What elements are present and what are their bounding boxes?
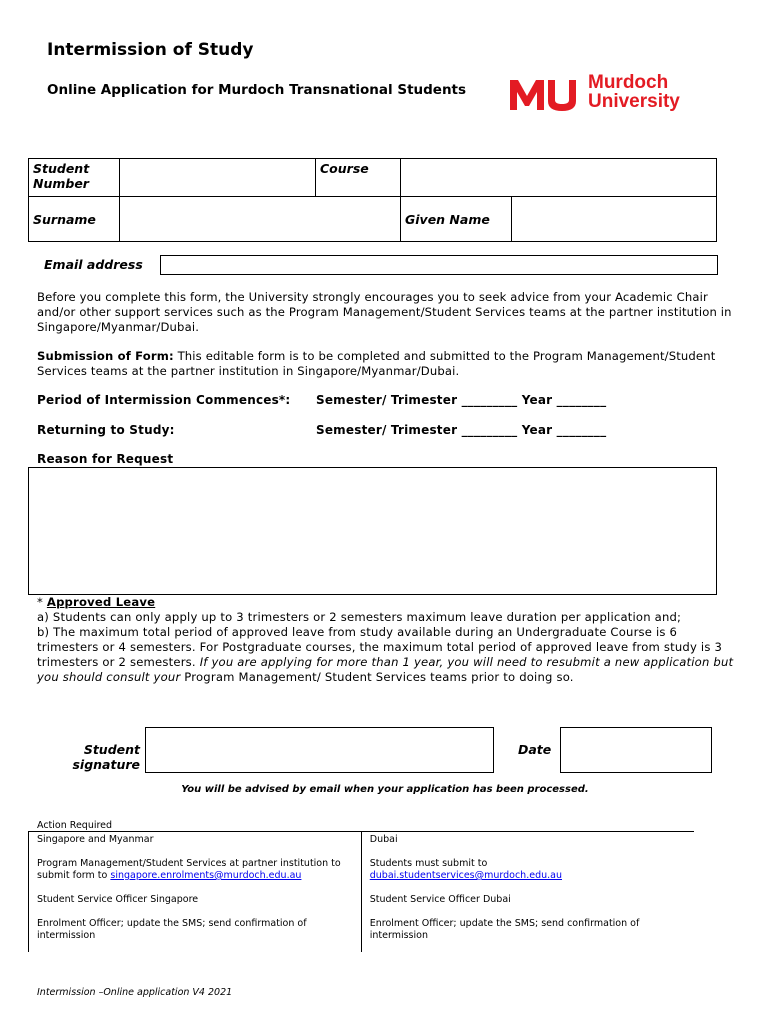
signature-label-line1: Student [83,742,140,757]
logo-line-murdoch: Murdoch [588,72,669,93]
approved-leave-notes [37,595,742,685]
student-number-field[interactable] [120,159,316,197]
action-table [28,831,694,952]
submit-singapore-text: Program Management/Student Services at partner institution to submit form to [37,858,341,881]
commences-fields[interactable]: Semester/ Trimester _________ Year ________ [316,393,607,407]
returning-label: Returning to Study: [37,423,175,437]
student-signature-label [58,742,140,772]
dubai-email-link[interactable]: dubai.studentservices@murdoch.edu.au [369,870,562,881]
approved-leave-point-a: a) Students can only apply up to 3 trimesters or 2 semesters maximum leave duration per application and; [37,610,682,624]
enrolment-dubai: Enrolment Officer; update the SMS; send confirmation of intermission [369,918,640,941]
region-dubai: Dubai [361,832,694,857]
mu-logo-icon [508,74,584,114]
submission-paragraph [37,349,737,379]
table-row [29,892,695,916]
page-subtitle: Online Application for Murdoch Transnational Students [47,82,467,98]
returning-fields[interactable]: Semester/ Trimester _________ Year ________ [316,423,607,437]
table-row [29,832,695,857]
enrolment-singapore: Enrolment Officer; update the SMS; send confirmation of intermission [29,916,362,952]
email-label: Email address [44,257,143,272]
region-singapore-myanmar: Singapore and Myanmar [29,832,362,857]
officer-singapore: Student Service Officer Singapore [29,892,362,916]
reason-label: Reason for Request [37,452,174,466]
singapore-email-link[interactable]: singapore.enrolments@murdoch.edu.au [110,870,302,881]
student-signature-field[interactable] [145,727,494,773]
logo-line-university: University [588,91,680,112]
commences-label: Period of Intermission Commences*: [37,393,291,407]
student-info-table [28,158,717,242]
action-required-title: Action Required [37,820,113,831]
email-input[interactable] [160,255,718,275]
point-b-end: Program Management/ Student Services teams prior to doing so. [180,670,574,684]
submit-dubai-text: Students must submit to [369,858,488,869]
intro-paragraph: Before you complete this form, the University strongly encourages you to seek advice from your Academic Chair and/or other support services such as the Program Management/Student Services teams at the partner institution in Singapore/Myanmar/Dubai. [37,290,732,334]
submission-heading: Submission of Form: [37,349,174,363]
reason-textarea[interactable] [28,467,717,595]
date-label: Date [518,742,552,757]
surname-label: Surname [29,197,120,242]
asterisk: * [37,595,47,609]
submit-dubai-cell [361,856,694,892]
footer-version: Intermission –Online application V4 2021 [37,987,233,998]
given-name-field[interactable] [512,197,717,242]
approved-leave-heading-line [37,595,742,610]
date-field[interactable] [560,727,712,773]
approved-leave-point-b [37,625,742,685]
point-b-text: b) The maximum total period of approved leave from study available during an Undergraduate Course is 6 trimesters or 4 semesters. For Postgraduate courses, the maximum total period of approved leave from study is 3 trimesters or 2 semesters. [37,625,723,669]
signature-label-line2: signature [72,757,140,772]
given-name-label: Given Name [401,197,512,242]
table-row [29,916,695,952]
officer-dubai: Student Service Officer Dubai [369,894,511,905]
table-row [29,856,695,892]
page-title: Intermission of Study [47,40,254,60]
submit-singapore-cell [29,856,362,892]
surname-field[interactable] [120,197,401,242]
advise-note: You will be advised by email when your application has been processed. [181,784,589,795]
course-label: Course [316,159,401,197]
submission-text: This editable form is to be completed and submitted to the Program Management/Student Services teams at the partner institution in Singapore/Myanmar/Dubai. [37,349,716,378]
student-number-label: Student Number [29,159,120,197]
point-b-italic: If you are applying for more than 1 year, you will need to resubmit a new application but you should consult your [37,655,734,684]
course-field[interactable] [401,159,717,197]
murdoch-logo [508,72,708,116]
approved-leave-heading: Approved Leave [46,595,156,609]
